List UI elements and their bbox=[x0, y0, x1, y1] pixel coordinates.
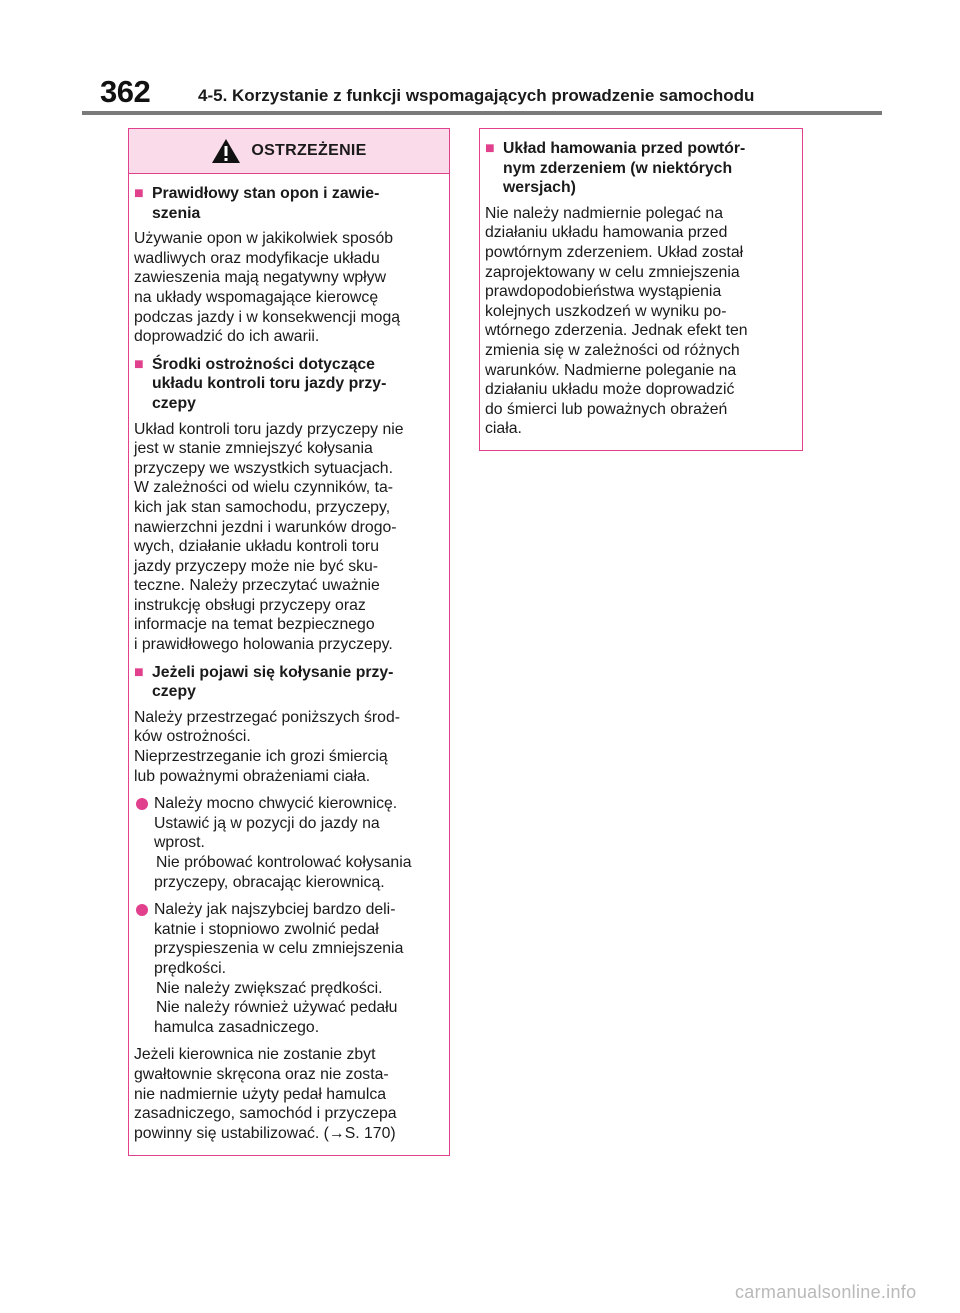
list-item: Należy mocno chwycić kierownicę. Ustawić ją w pozycji do jazdy na wprost. Nie próbować kontrolować kołysania przyczepy, obracając kierownicą. bbox=[134, 794, 443, 892]
trailer-sway-heading: ■ Jeżeli pojawi się kołysanie przy- czepy bbox=[134, 663, 394, 701]
tire-suspension-paragraph: Używanie opon w jakikolwiek sposób wadliwych oraz modyfikacje układu zawieszenia mają negatywny wpływ na układy wspomagające kierowcę podczas jazdy i w konsekwencji mogą doprowadzić do ich awarii. bbox=[134, 230, 401, 346]
trailer-control-heading: ■ Środki ostrożności dotyczące układu kontroli toru jazdy przy- czepy bbox=[134, 355, 387, 412]
secondary-collision-brake-body bbox=[480, 129, 802, 439]
secondary-collision-brake-paragraph: Nie należy nadmiernie polegać na działaniu układu hamowania przed powtórnym zderzeniem. Układ został zaprojektowany w celu zmniejszenia prawdopodobieństwa wystąpienia kolejnych uszkodzeń w wyniku po- wtórnego zderzenia. Jednak efekt ten zmienia się w zależności od różnych warunków. Nadmierne poleganie na działaniu układu może doprowadzić do śmierci lub poważnych obrażeń ciała. bbox=[485, 204, 748, 438]
warning-header bbox=[129, 129, 449, 174]
square-bullet-icon: ■ bbox=[134, 355, 144, 373]
section-title: 4-5. Korzystanie z funkcji wspomagających prowadzenie samochodu bbox=[198, 86, 755, 105]
square-bullet-icon: ■ bbox=[134, 185, 144, 202]
circle-bullet-icon bbox=[136, 798, 148, 810]
secondary-collision-brake-box bbox=[479, 128, 803, 451]
warning-triangle-icon bbox=[211, 138, 241, 164]
square-bullet-icon: ■ bbox=[134, 663, 144, 681]
circle-bullet-icon bbox=[136, 904, 148, 916]
trailer-sway-paragraph: Należy przestrzegać poniższych środ- ków ostrożności. Nieprzestrzeganie ich grozi śmiercią lub poważnymi obrażeniami ciała. bbox=[134, 708, 401, 785]
warning-body bbox=[129, 174, 449, 1143]
page-number: 362 bbox=[100, 74, 151, 109]
trailer-control-paragraph: Układ kontroli toru jazdy przyczepy nie jest w stanie zmniejszyć kołysania przyczepy we wszystkich sytuacjach. W zależności od wielu czynników, ta- kich jak stan samochodu, przyczepy, nawierzchni jezdni i warunków drogo- wych, działanie układu kontroli toru jazdy przyczepy może nie być sku- teczne. Należy przeczytać uważnie instrukcję obsługi przyczepy oraz informacje na temat bezpiecznego i prawidłowego holowania przyczepy. bbox=[134, 420, 404, 654]
warning-box bbox=[128, 128, 450, 1156]
secondary-collision-brake-heading: ■ Układ hamowania przed powtór- nym zderzeniem (w niektórych wersjach) bbox=[485, 140, 746, 197]
tire-suspension-heading: ■ Prawidłowy stan opon i zawie- szenia bbox=[134, 185, 380, 222]
list-item: Należy jak najszybciej bardzo deli- katnie i stopniowo zwolnić pedał przyspieszenia w celu zmniejszenia prędkości. Nie należy zwiększać prędkości. Nie należy również używać pedału hamulca zasadniczego. bbox=[134, 900, 443, 1037]
page-header bbox=[0, 0, 960, 116]
watermark: carmanualsonline.info bbox=[735, 1282, 917, 1302]
warning-title: OSTRZEŻENIE bbox=[251, 142, 367, 159]
square-bullet-icon: ■ bbox=[485, 140, 495, 157]
closing-paragraph: Jeżeli kierownica nie zostanie zbyt gwałtownie skręcona oraz nie zosta- nie nadmiernie użyty pedał hamulca zasadniczego, samochód i przyczepa powinny się ustabilizować. (→S. 170) bbox=[134, 1046, 397, 1142]
header-rule bbox=[82, 111, 882, 115]
